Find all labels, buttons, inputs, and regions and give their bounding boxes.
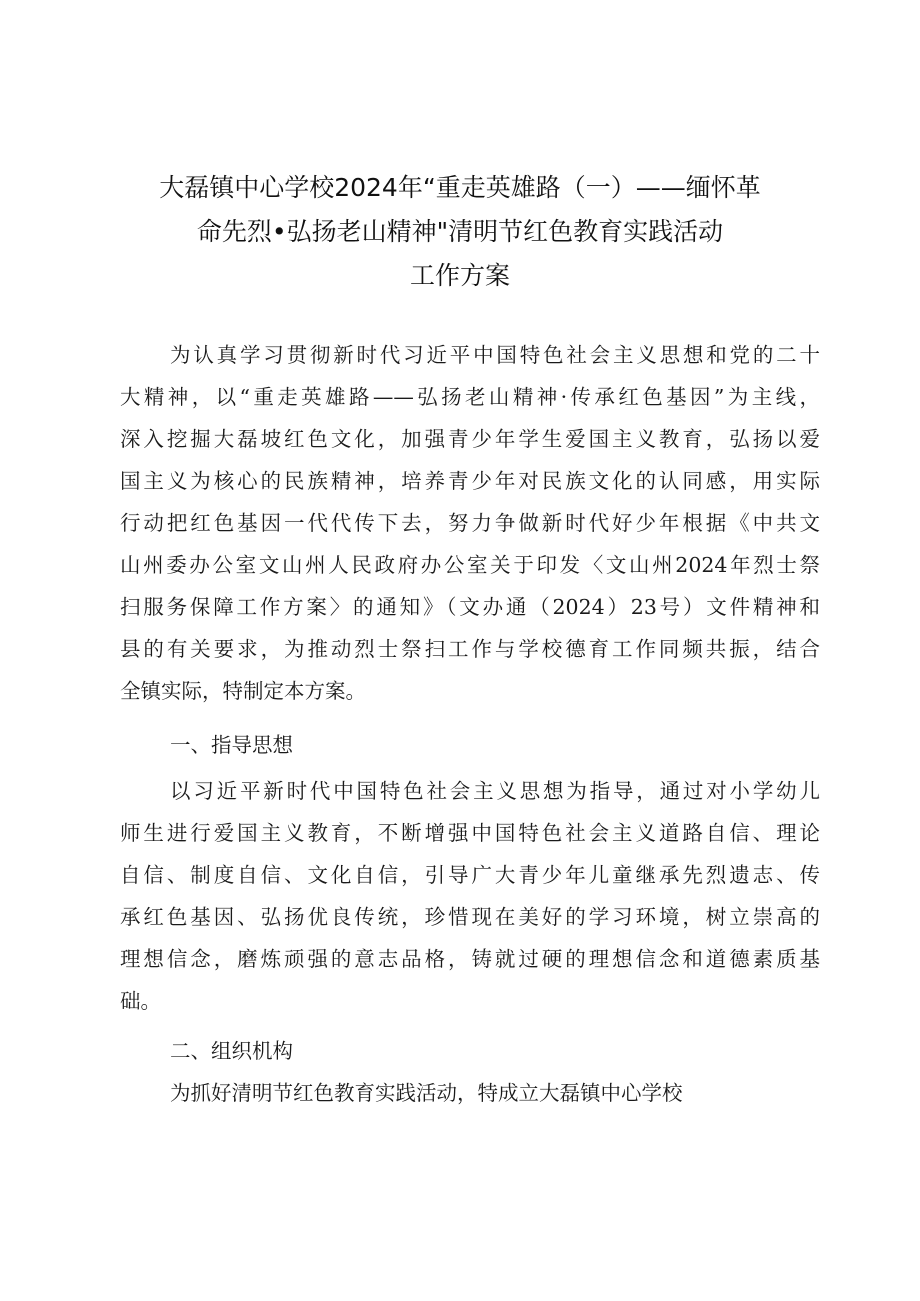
document-title-line-1: 大磊镇中心学校2024年“重走英雄路（一）——缅怀革 [159,173,761,202]
intro-paragraph-line: 为认真学习贯彻新时代习近平中国特色社会主义思想和党的二十 [170,343,820,367]
section2-paragraph-line: 为抓好清明节红色教育实践活动，特成立大磊镇中心学校 [170,1081,683,1105]
intro-paragraph-line: 行动把红色基因一代代传下去，努力争做新时代好少年根据《中共文 [120,511,820,535]
section-heading-organization: 二、组织机构 [170,1039,293,1063]
section1-paragraph-line: 以习近平新时代中国特色社会主义思想为指导，通过对小学幼儿 [170,779,820,803]
section1-paragraph-line: 自信、制度自信、文化自信，引导广大青少年儿童继承先烈遗志、传 [120,863,820,887]
intro-paragraph-line: 大精神，以“重走英雄路——弘扬老山精神·传承红色基因”为主线， [120,385,820,409]
intro-paragraph-line: 县的有关要求，为推动烈士祭扫工作与学校德育工作同频共振，结合 [120,637,820,661]
section-heading-guiding-thought: 一、指导思想 [170,733,293,757]
intro-paragraph-line: 扫服务保障工作方案〉的通知》（文办通（2024）23号）文件精神和 [120,595,820,619]
section1-paragraph-line: 础。 [120,989,161,1013]
document-title-line-2: 命先烈•弘扬老山精神"清明节红色教育实践活动 [196,217,724,246]
intro-paragraph-line: 全镇实际，特制定本方案。 [120,679,366,703]
section1-paragraph-line: 师生进行爱国主义教育，不断增强中国特色社会主义道路自信、理论 [120,821,820,845]
intro-paragraph-line: 深入挖掘大磊坡红色文化，加强青少年学生爱国主义教育，弘扬以爱 [120,427,820,451]
document-title-line-3: 工作方案 [409,261,510,290]
intro-paragraph-line: 国主义为核心的民族精神，培养青少年对民族文化的认同感，用实际 [120,469,820,493]
section1-paragraph-line: 理想信念，磨炼顽强的意志品格，铸就过硬的理想信念和道德素质基 [120,947,820,971]
intro-paragraph-line: 山州委办公室文山州人民政府办公室关于印发〈文山州2024年烈士祭 [120,553,820,577]
section1-paragraph-line: 承红色基因、弘扬优良传统，珍惜现在美好的学习环境，树立崇高的 [120,905,820,929]
